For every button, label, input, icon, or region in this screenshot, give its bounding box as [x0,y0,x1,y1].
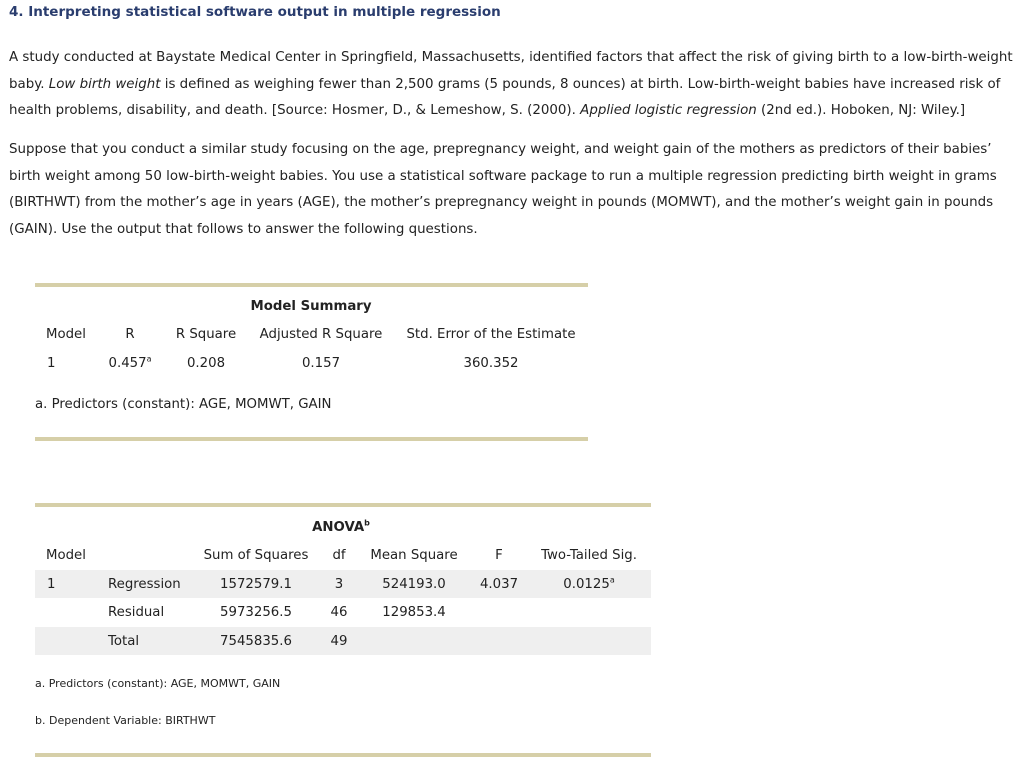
anova-df: 3 [334,577,344,592]
anova-header-ms: Mean Square [370,548,458,563]
summary-std-error: 360.352 [463,356,519,371]
table-rule-top [35,283,588,287]
anova-f: 4.037 [479,577,519,592]
table-rule-bottom [35,437,588,441]
anova-ss: 1572579.1 [220,577,292,592]
setup-paragraph: Suppose that you conduct a similar study focusing on the age, prepregnancy weight, and weight gain of the mothers as predictors of their babies’ birth weight among 50 low-birth-weight babies. You use a statistical software package to run a multiple regression predicting birth weight in grams (BIRTHWT) from the mother’s age in years (AGE), the mother’s prepregnancy weight in pounds (MOMWT), and the mother’s weight gain in pounds (GAIN). Use the output that follows to answer the following questions. [9,142,997,237]
table-rule-top [35,503,651,507]
anova-ss: 7545835.6 [220,634,292,649]
anova-title: ANOVA$^b$ [312,518,370,535]
header-model: Model [46,327,86,342]
anova-header-df: df [332,548,346,563]
model-summary-title: Model Summary [250,299,372,314]
header-adj-r-square: Adjusted R Square [259,327,383,342]
summary-r-square: 0.208 [186,356,226,371]
anova-footnote-b: b. Dependent Variable: BIRTHWT [35,714,216,727]
anova-ss: 5973256.5 [220,605,292,620]
summary-footnote: a. Predictors (constant): AGE, MOMWT, GAIN [35,397,332,412]
header-r-square: R Square [175,327,237,342]
table-row-label: Total [108,634,140,649]
question-title: 4. Interpreting statistical software output in multiple regression [9,4,501,20]
header-r: R [125,327,135,342]
anova-header-sig: Two-Tailed Sig. [541,548,637,563]
anova-ms: 129853.4 [382,605,446,620]
anova-ms: 524193.0 [382,577,446,592]
table-row-label: Regression [108,577,181,592]
summary-adj-r-square: 0.157 [301,356,341,371]
summary-model: 1 [47,356,56,371]
summary-r: 0.457$^a$ [108,354,152,371]
anova-header-model: Model [46,548,86,563]
anova-model: 1 [47,577,56,592]
anova-header-f: F [495,548,503,563]
table-rule-bottom [35,753,651,757]
anova-header-ss: Sum of Squares [203,548,309,563]
table-row-label: Residual [108,605,165,620]
anova-footnote-a: a. Predictors (constant): AGE, MOMWT, GAIN [35,677,281,690]
anova-df: 46 [330,605,348,620]
anova-sig: 0.0125$^a$ [563,575,615,592]
intro-paragraph: A study conducted at Baystate Medical Center in Springfield, Massachusetts, identified factors that affect the risk of giving birth to a low-birth-weight baby. Low birth weight is defined as weighing fewer than 2,500 grams (5 pounds, 8 ounces) at birth. Low-birth-weight babies have increased risk of health problems, disability, and death. [Source: Hosmer, D., & Lemeshow, S. (2000). Applied logistic regression (2nd ed.). Hoboken, NJ: Wiley.] [9,50,1013,118]
header-std-error: Std. Error of the Estimate [406,327,576,342]
anova-df: 49 [330,634,348,649]
